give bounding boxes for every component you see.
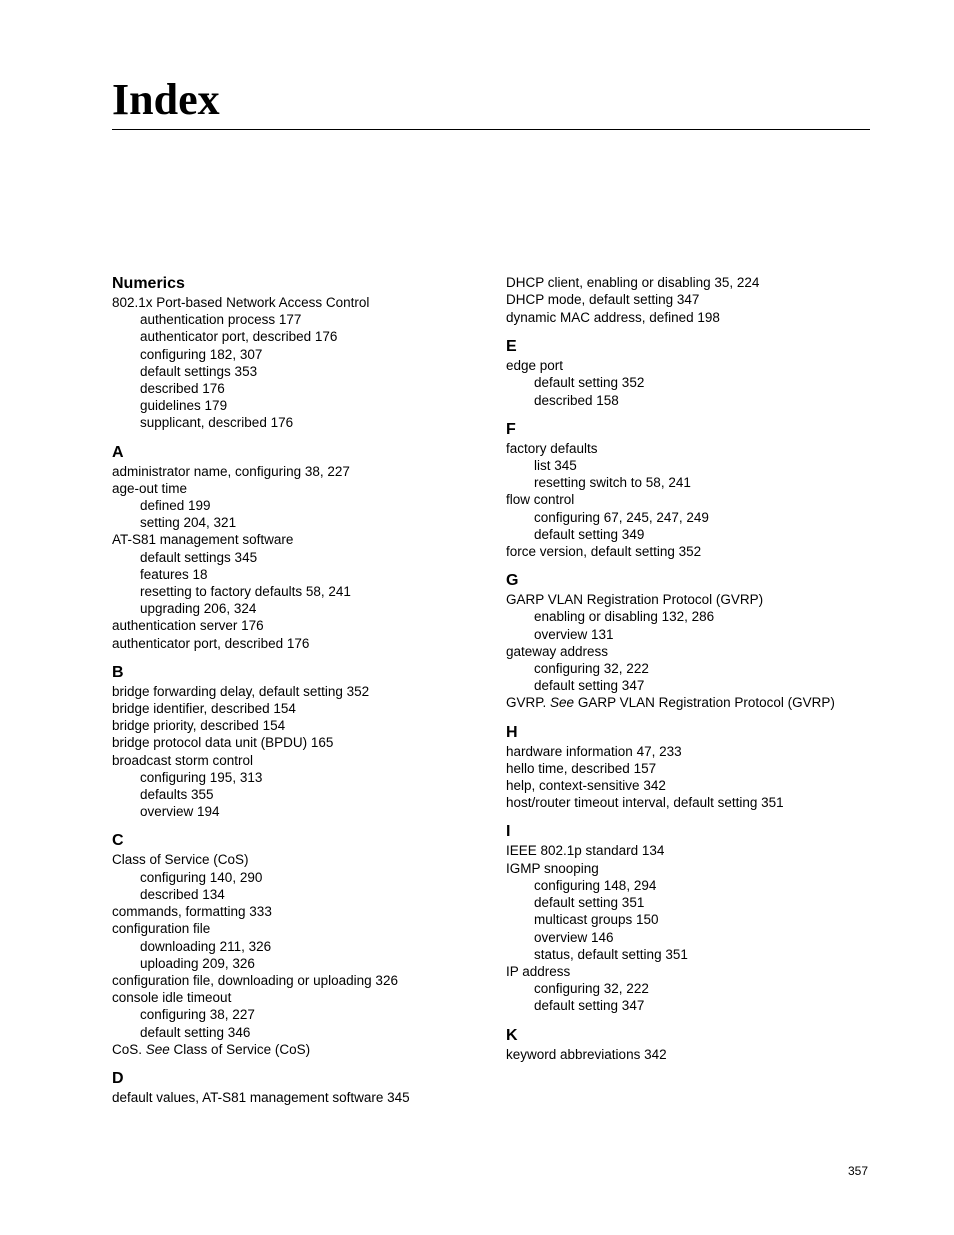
index-subentry: configuring 182, 307 [140, 346, 263, 362]
index-entry: console idle timeout [112, 990, 232, 1006]
index-subentry: overview 146 [534, 929, 614, 945]
index-entry: gateway address [506, 643, 609, 659]
index-subentry: default setting 352 [534, 375, 645, 391]
index-entry: force version, default setting 352 [506, 544, 702, 560]
index-subentry: described 134 [140, 886, 225, 902]
index-subentry: configuring 148, 294 [534, 877, 657, 893]
index-subentry: configuring 38, 227 [140, 1007, 255, 1023]
index-entry: authentication server 176 [112, 618, 264, 634]
section-heading: G [506, 572, 519, 590]
index-subentry: features 18 [140, 566, 208, 582]
index-entry: flow control [506, 492, 575, 508]
index-entry: AT-S81 management software [112, 532, 294, 548]
index-subentry: guidelines 179 [140, 398, 228, 414]
index-subentry: default setting 347 [534, 998, 645, 1014]
index-entry: broadcast storm control [112, 752, 254, 768]
index-section-f [506, 420, 906, 560]
index-subentry: default setting 351 [534, 895, 645, 911]
index-subentry: configuring 140, 290 [140, 869, 263, 885]
index-column-right [506, 274, 906, 1063]
index-section-k [506, 1026, 906, 1063]
index-subentry: uploading 209, 326 [140, 955, 255, 971]
index-section-d [112, 1069, 492, 1106]
index-entry: GARP VLAN Registration Protocol (GVRP) [506, 592, 764, 608]
index-subentry: overview 194 [140, 804, 220, 820]
title-rule [112, 129, 870, 130]
index-entry: help, context-sensitive 342 [506, 778, 666, 794]
section-heading: C [112, 832, 124, 850]
index-section-a [112, 443, 492, 652]
entry-target: GARP VLAN Registration Protocol (GVRP) [574, 695, 835, 711]
index-entry: 802.1x Port-based Network Access Control [112, 295, 370, 310]
page-title: Index [112, 75, 220, 124]
index-subentry: authentication process 177 [140, 312, 302, 328]
index-entry: bridge protocol data unit (BPDU) 165 [112, 735, 334, 751]
index-subentry: setting 204, 321 [140, 515, 237, 531]
see-reference: See [550, 695, 575, 711]
index-subentry: configuring 195, 313 [140, 769, 263, 785]
index-entry: dynamic MAC address, defined 198 [506, 309, 720, 325]
index-subentry: configuring 32, 222 [534, 981, 649, 997]
section-heading: E [506, 338, 517, 356]
index-entry: IEEE 802.1p standard 134 [506, 843, 665, 859]
index-entry: bridge identifier, described 154 [112, 701, 296, 717]
index-section-g [506, 571, 906, 711]
page-number: 357 [848, 1164, 869, 1178]
index-entry: IGMP snooping [506, 860, 599, 876]
section-heading: B [112, 663, 124, 681]
index-subentry: default settings 353 [140, 363, 258, 379]
index-entry: Class of Service (CoS) [112, 852, 249, 868]
index-entry: bridge priority, described 154 [112, 718, 286, 734]
index-subentry: upgrading 206, 324 [140, 601, 257, 617]
index-subentry: defaults 355 [140, 787, 214, 803]
index-section-h [506, 723, 906, 812]
section-heading: Numerics [112, 275, 185, 292]
index-entry: hello time, described 157 [506, 760, 657, 776]
see-reference: See [145, 1041, 170, 1057]
index-entry-cross-reference [112, 1041, 492, 1058]
index-section-d-continued [506, 274, 906, 326]
index-subentry: multicast groups 150 [534, 912, 659, 928]
index-subentry: configuring 67, 245, 247, 249 [534, 509, 709, 525]
index-entry: bridge forwarding delay, default setting 352 [112, 683, 370, 699]
section-heading: A [112, 443, 124, 461]
index-subentry: list 345 [534, 458, 577, 474]
index-subentry: overview 131 [534, 626, 614, 642]
index-entry: configuration file, downloading or uploading 326 [112, 972, 398, 988]
section-heading: H [506, 723, 518, 741]
index-entry: host/router timeout interval, default setting 351 [506, 795, 784, 811]
index-section-b [112, 663, 492, 821]
index-entry: hardware information 47, 233 [506, 743, 682, 759]
index-subentry: default setting 346 [140, 1024, 251, 1040]
index-entry: IP address [506, 963, 571, 979]
index-section-numerics [112, 274, 492, 432]
index-subentry: described 158 [534, 392, 619, 408]
index-entry: authenticator port, described 176 [112, 635, 310, 651]
entry-term: CoS. [112, 1041, 146, 1057]
section-heading: K [506, 1026, 518, 1044]
index-subentry: downloading 211, 326 [140, 938, 272, 954]
index-entry-cross-reference [506, 694, 906, 711]
index-entry: default values, AT-S81 management software 345 [112, 1089, 410, 1105]
index-subentry: default settings 345 [140, 549, 258, 565]
index-entry: DHCP client, enabling or disabling 35, 224 [506, 275, 760, 290]
index-subentry: resetting to factory defaults 58, 241 [140, 584, 351, 600]
index-entry: configuration file [112, 921, 211, 937]
index-entry: commands, formatting 333 [112, 904, 272, 920]
section-heading: I [506, 823, 511, 841]
index-entry: edge port [506, 358, 564, 374]
index-section-i [506, 822, 906, 1014]
index-subentry: resetting switch to 58, 241 [534, 475, 691, 491]
index-entry: DHCP mode, default setting 347 [506, 292, 700, 308]
entry-target: Class of Service (CoS) [169, 1041, 311, 1057]
index-entry: keyword abbreviations 342 [506, 1046, 667, 1062]
index-section-e [506, 337, 906, 409]
index-column-left [112, 274, 492, 1106]
index-subentry: supplicant, described 176 [140, 415, 294, 431]
index-subentry: described 176 [140, 381, 225, 397]
index-subentry: authenticator port, described 176 [140, 329, 338, 345]
section-heading: D [112, 1069, 124, 1087]
index-entry: administrator name, configuring 38, 227 [112, 463, 350, 479]
index-subentry: status, default setting 351 [534, 946, 688, 962]
index-subentry: default setting 349 [534, 526, 645, 542]
index-subentry: configuring 32, 222 [534, 661, 649, 677]
index-subentry: default setting 347 [534, 678, 645, 694]
index-subentry: defined 199 [140, 498, 211, 514]
entry-term: GVRP. [506, 695, 551, 711]
index-entry: age-out time [112, 480, 188, 496]
index-entry: factory defaults [506, 440, 598, 456]
index-subentry: enabling or disabling 132, 286 [534, 609, 715, 625]
section-heading: F [506, 420, 516, 438]
index-section-c [112, 831, 492, 1057]
